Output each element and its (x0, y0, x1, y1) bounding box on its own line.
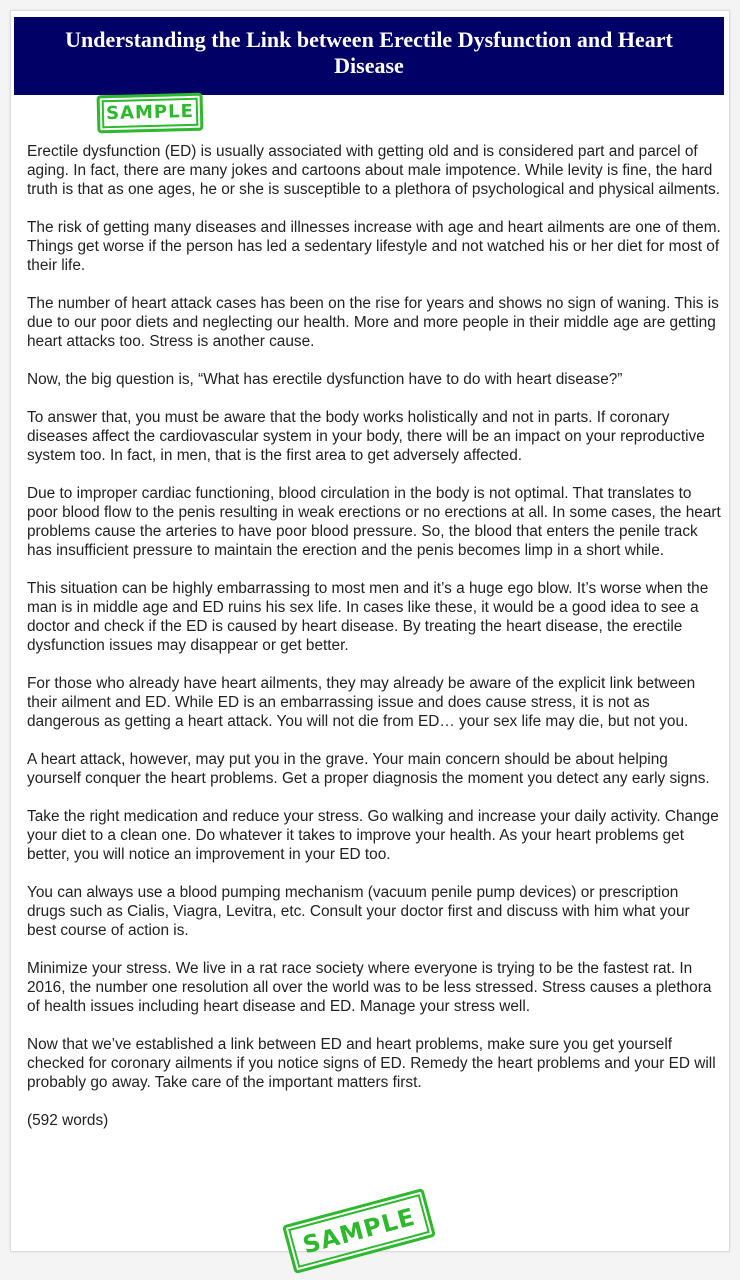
paragraph-5: To answer that, you must be aware that the body works holistically and not in parts. If coronary diseases affect the cardiovascular system in your body, there will be an impact on your reproductive system too. In fact, in men, that is the first area to get adversely affected. (27, 409, 705, 464)
paragraph-6: Due to improper cardiac functioning, blood circulation in the body is not optimal. That translates to poor blood flow to the penis resulting in weak erections or no erections at all. In some cases, the heart problems cause the arteries to have poor blood pressure. So, the blood that enters the penile track has insufficient pressure to maintain the erection and the penis becomes limp in a short while. (27, 485, 721, 559)
paragraph-3: The number of heart attack cases has been on the rise for years and shows no sign of waning. This is due to our poor diets and neglecting our health. More and more people in their middle age are getting heart attacks too. Stress is another cause. (27, 295, 719, 350)
paragraph-12: Minimize your stress. We live in a rat race society where everyone is trying to be the fastest rat. In 2016, the number one resolution all over the world was to be less stressed. Stress causes a plethora of health issues including heart disease and ED. Manage your stress well. (27, 960, 712, 1015)
sample-stamp-top: SAMPLE (97, 93, 204, 134)
paragraph-2: The risk of getting many diseases and illnesses increase with age and heart ailments are one of them. Things get worse if the person has led a sedentary lifestyle and not watched his or her diet for most of their life. (27, 219, 721, 274)
paragraph-8: For those who already have heart ailments, they may already be aware of the explicit link between their ailment and ED. While ED is an embarrassing issue and does cause stress, it is not as dangerous as getting a heart attack. You will not die from ED… your sex life may die, but not you. (27, 675, 696, 730)
paragraph-4: Now, the big question is, “What has erectile dysfunction have to do with heart disease?” (27, 371, 623, 388)
word-count: (592 words) (27, 1112, 109, 1129)
paragraph-7: This situation can be highly embarrassing to most men and it’s a huge ego blow. It’s worse when the man is in middle age and ED ruins his sex life. In cases like these, it would be a good idea to see a doctor and check if the ED is caused by heart disease. By treating the heart disease, the erectile dysfunction issues may disappear or get better. (27, 580, 709, 654)
article-body (27, 142, 721, 1149)
sample-stamp-bottom: SAMPLE (282, 1188, 436, 1274)
paragraph-11: You can always use a blood pumping mechanism (vacuum penile pump devices) or prescription drugs such as Cialis, Viagra, Levitra, etc. Consult your doctor first and discuss with him what your best course of action is. (27, 884, 690, 939)
paragraph-10: Take the right medication and reduce your stress. Go walking and increase your daily activity. Change your diet to a clean one. Do whatever it takes to improve your health. As your heart problems get better, you will notice an improvement in your ED too. (27, 808, 719, 863)
document-sheet (10, 10, 730, 1260)
paragraph-1: Erectile dysfunction (ED) is usually associated with getting old and is considered part and parcel of aging. In fact, there are many jokes and cartoons about male impotence. While levity is fine, the hard truth is that as one ages, he or she is susceptible to a plethora of psychological and physical ailments. (27, 143, 720, 198)
paragraph-9: A heart attack, however, may put you in the grave. Your main concern should be about helping yourself conquer the heart problems. Get a proper diagnosis the moment you detect any early signs. (27, 751, 710, 787)
document-title: Understanding the Link between Erectile Dysfunction and Heart Disease (14, 17, 724, 95)
paragraph-13: Now that we’ve established a link between ED and heart problems, make sure you get yourself checked for coronary ailments if you notice signs of ED. Remedy the heart problems and your ED will probably go away. Take care of the important matters first. (27, 1036, 716, 1091)
